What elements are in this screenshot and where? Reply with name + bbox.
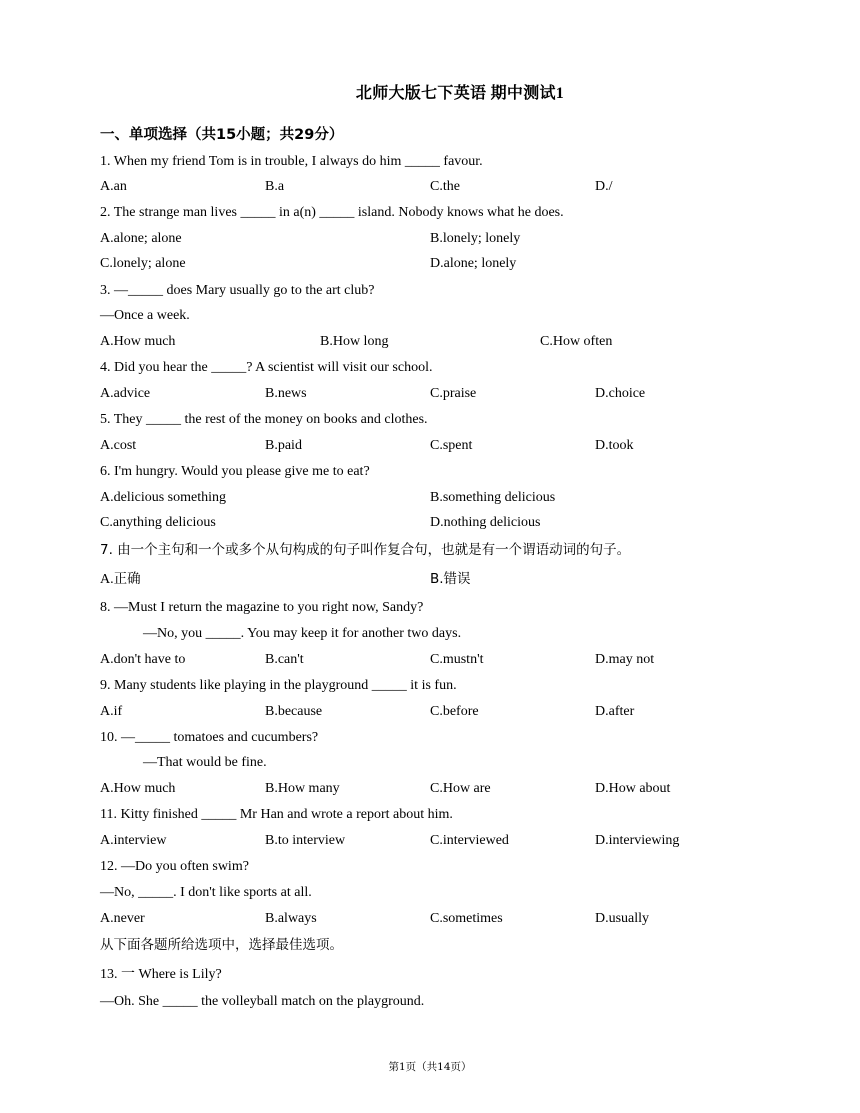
option-c[interactable]: C.before — [430, 704, 479, 719]
option-c[interactable]: C.anything delicious — [100, 515, 216, 530]
question-12-stem: 12. —Do you often swim? — [100, 859, 249, 874]
option-b[interactable]: B.to interview — [265, 833, 346, 848]
option-d[interactable]: D.How about — [595, 781, 671, 796]
option-b[interactable]: B.something delicious — [430, 490, 556, 505]
section-instruction: 从下面各题所给选项中，选择最佳选项。 — [100, 937, 343, 953]
question-11-stem: 11. Kitty finished _____ Mr Han and wrote a report about him. — [100, 807, 453, 822]
question-2-stem: 2. The strange man lives _____ in a(n) _____ island. Nobody knows what he does. — [100, 205, 564, 220]
option-a[interactable]: A.正确 — [100, 571, 141, 587]
option-a[interactable]: A.How much — [100, 781, 176, 796]
question-2-options-row2 — [100, 255, 800, 273]
question-3-reply: —Once a week. — [100, 308, 190, 323]
question-10-stem: 10. —_____ tomatoes and cucumbers? — [100, 730, 319, 745]
option-c[interactable]: C.How are — [430, 781, 491, 796]
option-b[interactable]: B.a — [265, 179, 285, 194]
option-d[interactable]: D./ — [595, 179, 613, 194]
option-b[interactable]: B.news — [265, 386, 307, 401]
question-9-stem: 9. Many students like playing in the playground _____ it is fun. — [100, 678, 457, 693]
option-b[interactable]: B.How many — [265, 781, 340, 796]
page-title: 北师大版七下英语 期中测试1 — [355, 85, 565, 102]
option-a[interactable]: A.if — [100, 704, 123, 719]
option-a[interactable]: A.never — [100, 911, 145, 926]
option-a[interactable]: A.don't have to — [100, 652, 186, 667]
question-7-stem: 7. 由一个主句和一个或多个从句构成的句子叫作复合句，也就是有一个谓语动词的句子。 — [100, 542, 631, 558]
option-d[interactable]: D.may not — [595, 652, 655, 667]
question-12-reply: —No, _____. I don't like sports at all. — [100, 885, 312, 900]
option-c[interactable]: C.spent — [430, 438, 473, 453]
option-b[interactable]: B.paid — [265, 438, 302, 453]
option-b[interactable]: B.always — [265, 911, 317, 926]
question-6-options-row1 — [100, 489, 800, 507]
question-7-options — [100, 570, 800, 588]
option-c[interactable]: C.mustn't — [430, 652, 484, 667]
option-a[interactable]: A.delicious something — [100, 490, 226, 505]
question-12-options — [100, 910, 800, 928]
option-c[interactable]: C.lonely; alone — [100, 256, 186, 271]
option-b[interactable] — [430, 570, 471, 589]
option-a[interactable]: A.alone; alone — [100, 231, 182, 246]
option-d[interactable]: D.interviewing — [595, 833, 680, 848]
question-6-options-row2 — [100, 514, 800, 532]
question-8-options — [100, 651, 800, 669]
question-6-stem: 6. I'm hungry. Would you please give me to eat? — [100, 464, 370, 479]
question-1-options — [100, 178, 800, 196]
question-3-stem: 3. —_____ does Mary usually go to the art club? — [100, 283, 375, 298]
option-b[interactable]: B.can't — [265, 652, 304, 667]
option-c[interactable]: C.interviewed — [430, 833, 509, 848]
question-5-stem: 5. They _____ the rest of the money on books and clothes. — [100, 412, 428, 427]
question-1-stem: 1. When my friend Tom is in trouble, I always do him _____ favour. — [100, 154, 483, 169]
option-c[interactable]: C.praise — [430, 386, 477, 401]
option-a[interactable]: A.How much — [100, 334, 176, 349]
question-10-options — [100, 780, 800, 798]
question-9-options — [100, 703, 800, 721]
question-10-reply: —That would be fine. — [143, 755, 267, 770]
question-4-stem: 4. Did you hear the _____? A scientist will visit our school. — [100, 360, 433, 375]
question-8-stem: 8. —Must I return the magazine to you right now, Sandy? — [100, 600, 424, 615]
option-b[interactable]: B.lonely; lonely — [430, 231, 521, 246]
question-5-options — [100, 437, 800, 455]
page-footer: 第1页（共14页） — [388, 1061, 472, 1073]
option-d[interactable]: D.alone; lonely — [430, 256, 517, 271]
option-d[interactable]: D.usually — [595, 911, 650, 926]
option-b[interactable]: B.because — [265, 704, 323, 719]
option-a[interactable]: A.cost — [100, 438, 137, 453]
question-4-options — [100, 385, 800, 403]
option-d[interactable]: D.took — [595, 438, 634, 453]
option-a[interactable]: A.interview — [100, 833, 167, 848]
option-a[interactable]: A.advice — [100, 386, 151, 401]
option-d[interactable]: D.choice — [595, 386, 646, 401]
section-title: 一、单项选择（共15小题；共29分） — [100, 127, 344, 143]
question-13-reply: —Oh. She _____ the volleyball match on the playground. — [100, 994, 425, 1009]
option-a-text: 正确 — [113, 571, 141, 587]
option-d[interactable]: D.nothing delicious — [430, 515, 541, 530]
question-8-reply: —No, you _____. You may keep it for another two days. — [143, 626, 462, 641]
question-3-options — [100, 333, 800, 351]
option-d[interactable]: D.after — [595, 704, 635, 719]
question-13-stem: 13. 一 Where is Lily? — [100, 967, 222, 982]
option-a[interactable]: A.an — [100, 179, 127, 194]
option-c[interactable]: C.sometimes — [430, 911, 503, 926]
option-b-text: B.错误 — [430, 571, 471, 587]
option-c[interactable]: C.the — [430, 179, 460, 194]
question-11-options — [100, 832, 800, 850]
option-b[interactable]: B.How long — [320, 334, 389, 349]
question-2-options-row1 — [100, 230, 800, 248]
option-c[interactable]: C.How often — [540, 334, 613, 349]
